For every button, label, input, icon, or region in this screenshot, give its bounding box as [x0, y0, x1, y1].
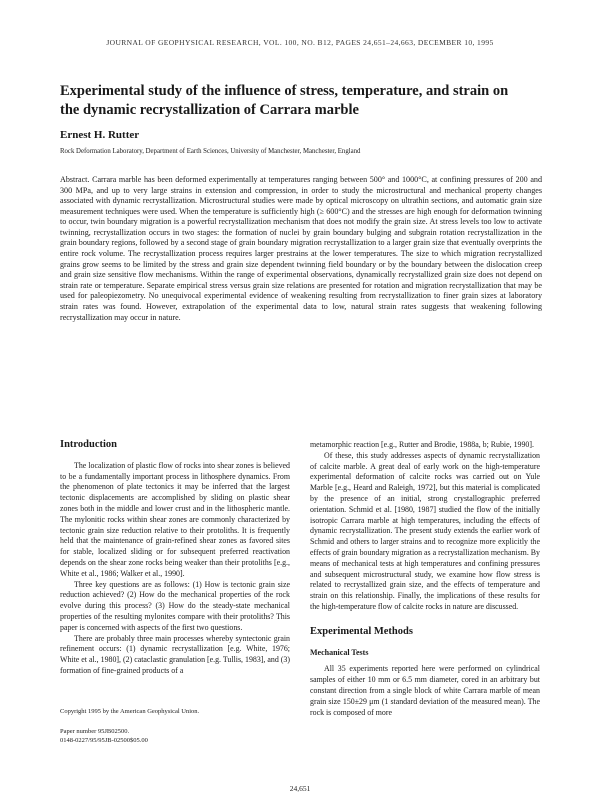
right-paragraph-2: Of these, this study addresses aspects of dynamic recrystallization of calcite marble. A great deal of early work on the high-temperature experimental deformation of calcite rocks was carried out on Yule Marble [e.g., Heard and Raleigh, 1972], but this material is complicated by the presence of an initial, strong crystallographic preferred orientation. Schmid et al. [1980, 1987] studied the flow of the initially isotropic Carrara marble at high temperatures, including the effects of dynamic recrystallization. The present study extends the earlier work of Schmid and others to larger strains and to recognize more explicitly the effects of grain boundary migration as a recrystallization mechanism. By means of mechanical tests at high temperatures and confining pressures and subsequent microstructural study, we examine how flow stress is related to recrystallized grain size, and the effects of temperature and strain on this relationship. Finally, the implications of these results for the high-temperature flow of calcite rocks in nature are discussed. [310, 450, 540, 611]
mechanical-tests-heading: Mechanical Tests [310, 647, 369, 657]
paper-number: Paper number 95JB02500. [60, 728, 130, 735]
methods-paragraph: All 35 experiments reported here were performed on cylindrical samples of either 10 mm or 6.5 mm diameter, cored in an arbitrary but constant direction from a single block of white Carrara marble of mean grain size 150±29 μm (1 standard deviation of the measured mean). The rock is composed of more [310, 664, 540, 717]
abstract-text: Carrara marble has been deformed experimentally at temperatures ranging between 500° and 1000°C, at confining pressures of 200 and 300 MPa, and up to very large strains in extension and compression, in order to study the microstructural and mechanical property changes associated with dynamic recrystallization. Microstructural studies were made by optical microscopy on ultrathin sections, and automatic grain size measurement techniques were used. When the temperature is sufficiently high (≥ 600°C) and the stresses are high enough for deformation twinning to occur, twin boundary migration is a powerful recrystallization mechanism that does not modify the grain size. At stress levels too low to activate twinning, recrystallization occurs in two stages: the formation of nuclei by grain boundary bulging and subgrain rotation recrystallization in the grain boundary regions, followed by a second stage of grain boundary migration recrystallization to a larger grain size that eventually overprints the entire rock volume. The recrystallization process requires larger prestrains at the lower temperatures. The size to which migration recrystallized grains grow seems to be limited by the stress and grain size dependent twinning field boundary or by the boundary between the dislocation creep and grain size sensitive flow mechanisms. Within the range of experimental observations, dynamically recrystallized grain size does not depend on strain rate or temperature. Separate empirical stress versus grain size relations are presented for rotation and migration recrystallization that may be used for paleopiezometry. No unequivocal experimental evidence of weakening resulting from recrystallization to finer grain sizes at laboratory strain rates was found. However, extrapolation of the experimental data to low, natural strain rates suggests that weakening following recrystallization may occur in nature. [60, 175, 542, 322]
abstract [60, 175, 542, 323]
journal-header: JOURNAL OF GEOPHYSICAL RESEARCH, VOL. 100, NO. B12, PAGES 24,651–24,663, DECEMBER 10, 1995 [106, 38, 494, 47]
introduction-heading: Introduction [60, 439, 117, 450]
left-column [60, 440, 290, 677]
author-name: Ernest H. Rutter [60, 129, 140, 141]
left-paragraph-2: Three key questions are as follows: (1) How is tectonic grain size reduction achieved? (2) How do the mechanical properties of the rock evolve during this process? (3) How do the steady-state mechanical properties of the resulting mylonites compare with their protoliths? This paper is concerned with aspects of the first two questions. [60, 579, 290, 632]
issn-code: 0148-0227/95/95JB-02500$05.00 [60, 737, 148, 744]
right-paragraph-1: metamorphic reaction [e.g., Rutter and Brodie, 1988a, b; Rubie, 1990]. [310, 440, 534, 449]
paper-title: Experimental study of the influence of stress, temperature, and strain on the dynamic recrystallization of Carrara marble [60, 83, 509, 118]
copyright-notice: Copyright 1995 by the American Geophysical Union. [60, 708, 200, 715]
left-paragraph-3: There are probably three main processes whereby syntectonic grain refinement occurs: (1) dynamic recrystallization [e.g. White, 1976; White et al., 1980], (2) cataclastic granulation [e.g. Tullis, 1983], and (3) formation of fine-grained products of a [60, 633, 290, 675]
paper-number-block [60, 727, 148, 745]
abstract-label: Abstract. [60, 175, 90, 184]
right-column [310, 440, 540, 718]
page-number: 24,651 [289, 784, 311, 793]
author-affiliation: Rock Deformation Laboratory, Department of Earth Sciences, University of Manchester, Manchester, England [60, 148, 361, 155]
left-paragraph-1: The localization of plastic flow of rocks into shear zones is believed to be a fundamentally important process in lithosphere dynamics. From the phenomenon of plate tectonics it may be inferred that the largest tectonic displacements are accomplished by sliding on plastic shear zones both in the middle and lower crust and in the lithospheric mantle. The mylonitic rocks within shear zones are commonly characterized by tectonic grain size reduction relative to their protoliths. It is frequently held that the maintenance of grain-refined shear zones as favored sites for stable, localized sliding or for subsequent preferred reactivation depends on the shear zone rocks being weaker than their protoliths [e.g., White et al., 1986; Walker et al., 1990]. [60, 460, 290, 578]
methods-heading: Experimental Methods [310, 625, 413, 637]
